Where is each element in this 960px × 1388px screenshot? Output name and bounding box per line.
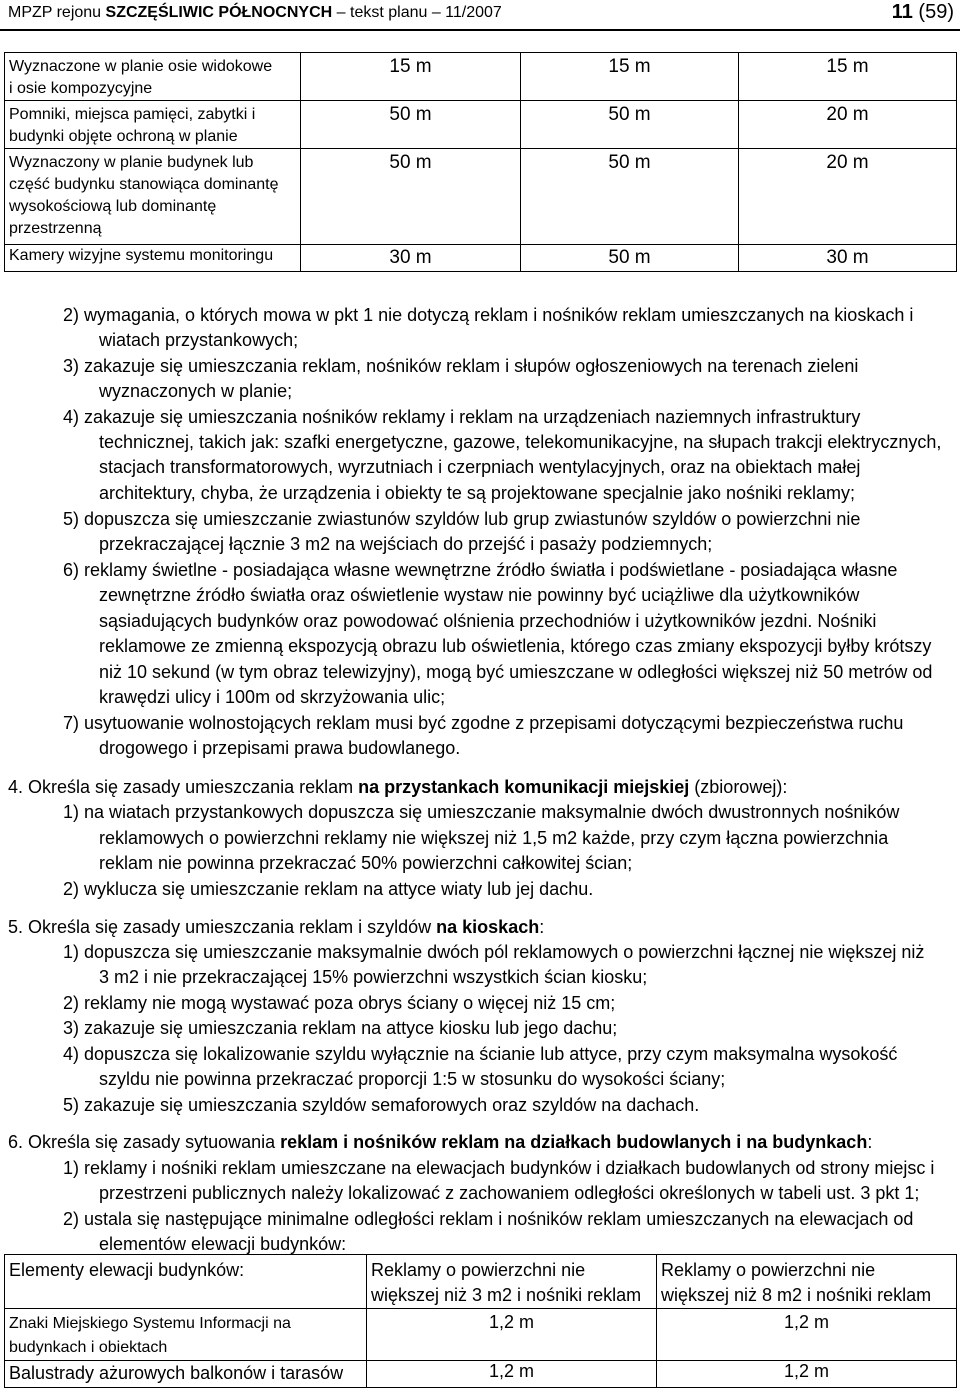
- header-rule: [0, 29, 960, 31]
- text-line: szyldu nie powinna przekraczać proporcji 1:5 w stosunku do wysokości ściany;: [99, 1069, 726, 1089]
- table-cell: 30 m: [301, 245, 521, 272]
- column-header: Elementy elewacji budynków:: [5, 1255, 367, 1309]
- text-line: przestrzeni publicznych należy lokalizować z zachowaniem odległości określonych w tabeli ust. 3 pkt 1;: [99, 1183, 920, 1203]
- text-line: 4) dopuszcza się lokalizowanie szyldu wyłącznie na ścianie lub attyce, przy czym maksymalna wysokość: [63, 1044, 898, 1064]
- section-heading: 5. Określa się zasady umieszczania reklam i szyldów na kioskach:: [8, 917, 545, 937]
- column-header: Reklamy o powierzchni nie większej niż 8 m2 i nośniki reklam: [657, 1255, 957, 1309]
- text-line: stacjach transformatorowych, wyrzutniach i czerpniach wentylacyjnych, oraz na obiektach małej: [99, 457, 861, 477]
- text-line: 2) reklamy nie mogą wystawać poza obrys ściany o więcej niż 15 cm;: [63, 993, 616, 1013]
- page-number: [892, 1, 954, 24]
- text-line: 2) wyklucza się umieszczanie reklam na attyce wiaty lub jej dachu.: [63, 879, 594, 899]
- text-line: reklamowych o powierzchni reklamy nie większej niż 1,5 m2 każde, przy czym łączna powierzchnia: [99, 828, 889, 848]
- distance-table: [4, 52, 957, 272]
- row-label: Pomniki, miejsca pamięci, zabytki i budynki objęte ochroną w planie: [5, 101, 301, 149]
- text-line: 6) reklamy świetlne - posiadająca własne wewnętrzne źródło światła i podświetlane - posiadająca własne: [63, 560, 898, 580]
- section-heading: 6. Określa się zasady sytuowania reklam i nośników reklam na działkach budowlanych i na budynkach:: [8, 1132, 873, 1152]
- text-line: 5) zakazuje się umieszczania szyldów semaforowych oraz szyldów na dachach.: [63, 1095, 700, 1115]
- row-label: Balustrady ażurowych balkonów i tarasów: [5, 1361, 367, 1388]
- table-cell: 50 m: [301, 101, 521, 149]
- text-line: drogowego i przepisami prawa budowlanego.: [99, 738, 461, 758]
- table-cell: 1,2 m: [657, 1361, 957, 1388]
- elevation-table: [4, 1254, 957, 1388]
- table-cell: 50 m: [521, 245, 739, 272]
- table-row: [5, 101, 957, 149]
- table-cell: 15 m: [301, 53, 521, 101]
- text-line: krawędzi ulicy i 100m od skrzyżowania ulic;: [99, 687, 446, 707]
- table-row: [5, 149, 957, 245]
- title-area: SZCZĘŚLIWIC PÓŁNOCNYCH: [105, 4, 333, 21]
- text-line: 1) reklamy i nośniki reklam umieszczane na elewacjach budynków i działkach budowlanych od strony miejsc i: [63, 1158, 935, 1178]
- table-cell: 50 m: [521, 149, 739, 245]
- table-row: [5, 1361, 957, 1388]
- text-line: zewnętrzne źródło światła oraz oświetlenie wystaw nie powinny być uciążliwe dla użytkowników: [99, 585, 860, 605]
- text-line: przekraczającej łącznie 3 m2 na wejściach do przejść i pasaży podziemnych;: [99, 534, 713, 554]
- page-num: 11: [891, 1, 913, 23]
- table-header-row: [5, 1255, 957, 1309]
- text-line: 7) usytuowanie wolnostojących reklam musi być zgodne z przepisami dotyczącymi bezpieczeństwa ruchu: [63, 713, 904, 733]
- text-line: 3) zakazuje się umieszczania reklam na attyce kiosku lub jego dachu;: [63, 1018, 618, 1038]
- text-line: architektury, chyba, że urządzenia i obiekty te są projektowane specjalnie jako nośniki reklamy;: [99, 483, 856, 503]
- text-line: sąsiadujących budynków oraz powodować olśnienia przechodniów i użytkowników jezdni. Nośniki: [99, 611, 877, 631]
- text-line: technicznej, takich jak: szafki energetyczne, gazowe, telekomunikacyjne, na słupach trakcji elektrycznych,: [99, 432, 942, 452]
- row-label: Wyznaczone w planie osie widokowe i osie kompozycyjne: [5, 53, 301, 101]
- table-cell: 50 m: [521, 101, 739, 149]
- section-heading: 4. Określa się zasady umieszczania reklam na przystankach komunikacji miejskiej (zbiorowej):: [8, 777, 788, 797]
- text-line: wiatach przystankowych;: [99, 330, 299, 350]
- table-cell: 50 m: [301, 149, 521, 245]
- text-line: 1) na wiatach przystankowych dopuszcza się umieszczanie maksymalnie dwóch dwustronnych nośników: [63, 802, 900, 822]
- table-cell: 1,2 m: [367, 1361, 657, 1388]
- table-row: [5, 53, 957, 101]
- title-prefix: MPZP rejonu: [8, 4, 102, 21]
- table-cell: 1,2 m: [367, 1309, 657, 1361]
- title-suffix: – tekst planu – 11/2007: [336, 4, 502, 21]
- text-line: 2) wymagania, o których mowa w pkt 1 nie dotyczą reklam i nośników reklam umieszczanych na kioskach i: [63, 305, 914, 325]
- text-line: 4) zakazuje się umieszczania nośników reklamy i reklam na urządzeniach naziemnych infrastruktury: [63, 407, 861, 427]
- text-line: wyznaczonych w planie;: [99, 381, 293, 401]
- text-line: 3) zakazuje się umieszczania reklam, nośników reklam i słupów ogłoszeniowych na terenach zieleni: [63, 356, 859, 376]
- row-label: Wyznaczony w planie budynek lub część budynku stanowiąca dominantę wysokościową lub dominantę przestrzenną: [5, 149, 301, 245]
- text-line: niż 10 sekund (w tym obraz telewizyjny), mogą być umieszczane w odległości większej niż 50 metrów od: [99, 662, 933, 682]
- table-row: [5, 1309, 957, 1361]
- text-line: 3 m2 i nie przekraczającej 15% powierzchni wszystkich ścian kiosku;: [99, 967, 648, 987]
- table-cell: 20 m: [739, 149, 957, 245]
- page-total: (59): [918, 1, 954, 23]
- text-line: elementów elewacji budynków:: [99, 1234, 347, 1254]
- text-line: reklamowe ze zmienną ekspozycją obrazu lub oświetlenia, którego czas zmiany ekspozycji byłby krótszy: [99, 636, 932, 656]
- text-line: 1) dopuszcza się umieszczanie maksymalnie dwóch pól reklamowych o powierzchni łącznej nie większej niż: [63, 942, 925, 962]
- column-header: Reklamy o powierzchni nie większej niż 3 m2 i nośniki reklam: [367, 1255, 657, 1309]
- text-line: 2) ustala się następujące minimalne odległości reklam i nośników reklam umieszczanych na elewacjach od: [63, 1209, 914, 1229]
- row-label: Znaki Miejskiego Systemu Informacji na budynkach i obiektach: [5, 1309, 367, 1361]
- text-line: 5) dopuszcza się umieszczanie zwiastunów szyldów lub grup zwiastunów szyldów o powierzchni nie: [63, 509, 861, 529]
- table-row: [5, 245, 957, 272]
- table-cell: 30 m: [739, 245, 957, 272]
- table-cell: 20 m: [739, 101, 957, 149]
- text-line: reklam nie powinna przekraczać 50% powierzchni całkowitej ścian;: [99, 853, 633, 873]
- page-header: [0, 0, 960, 30]
- row-label: Kamery wizyjne systemu monitoringu: [5, 245, 301, 272]
- document-title: [8, 4, 502, 22]
- table-cell: 15 m: [739, 53, 957, 101]
- table-cell: 1,2 m: [657, 1309, 957, 1361]
- table-cell: 15 m: [521, 53, 739, 101]
